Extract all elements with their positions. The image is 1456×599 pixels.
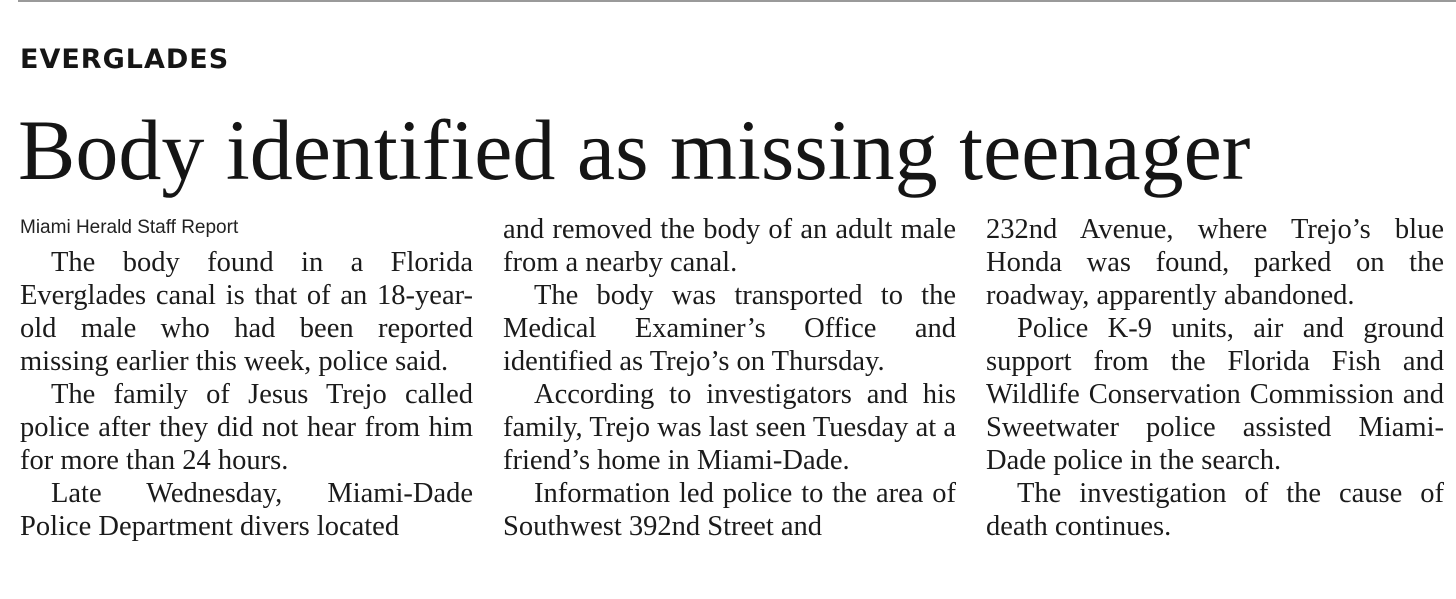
article-body [20, 213, 1444, 583]
paragraph: The family of Jesus Trejo called police after they did not hear from him for more than 24 hours. [20, 379, 473, 476]
paragraph: Information led police to the area of Southwest 392nd Street and [503, 478, 956, 542]
paragraph: The body found in a Florida Everglades canal is that of an 18-year-old male who had been reported missing earlier this week, police said. [20, 247, 473, 377]
column-3 [986, 213, 1444, 543]
paragraph: Police K-9 units, air and ground support from the Florida Fish and Wildlife Conservation Commission and Sweetwater police assisted Miami-Dade police in the search. [986, 313, 1444, 476]
section-kicker: EVERGLADES [20, 44, 230, 75]
headline: Body identified as missing teenager [18, 102, 1251, 198]
paragraph-continued: and removed the body of an adult male from a nearby canal. [503, 214, 956, 278]
paragraph: According to investigators and his family, Trejo was last seen Tuesday at a friend’s home in Miami-Dade. [503, 379, 956, 476]
top-rule [18, 0, 1456, 2]
paragraph: Late Wednesday, Miami-Dade Police Department divers located [20, 478, 473, 542]
column-2 [503, 213, 956, 543]
paragraph-continued: 232nd Avenue, where Trejo’s blue Honda was found, parked on the roadway, apparently abandoned. [986, 214, 1444, 311]
column-1 [20, 213, 473, 543]
paragraph: The investigation of the cause of death continues. [986, 478, 1444, 542]
byline: Miami Herald Staff Report [20, 217, 239, 238]
paragraph: The body was transported to the Medical Examiner’s Office and identified as Trejo’s on Thursday. [503, 280, 956, 377]
